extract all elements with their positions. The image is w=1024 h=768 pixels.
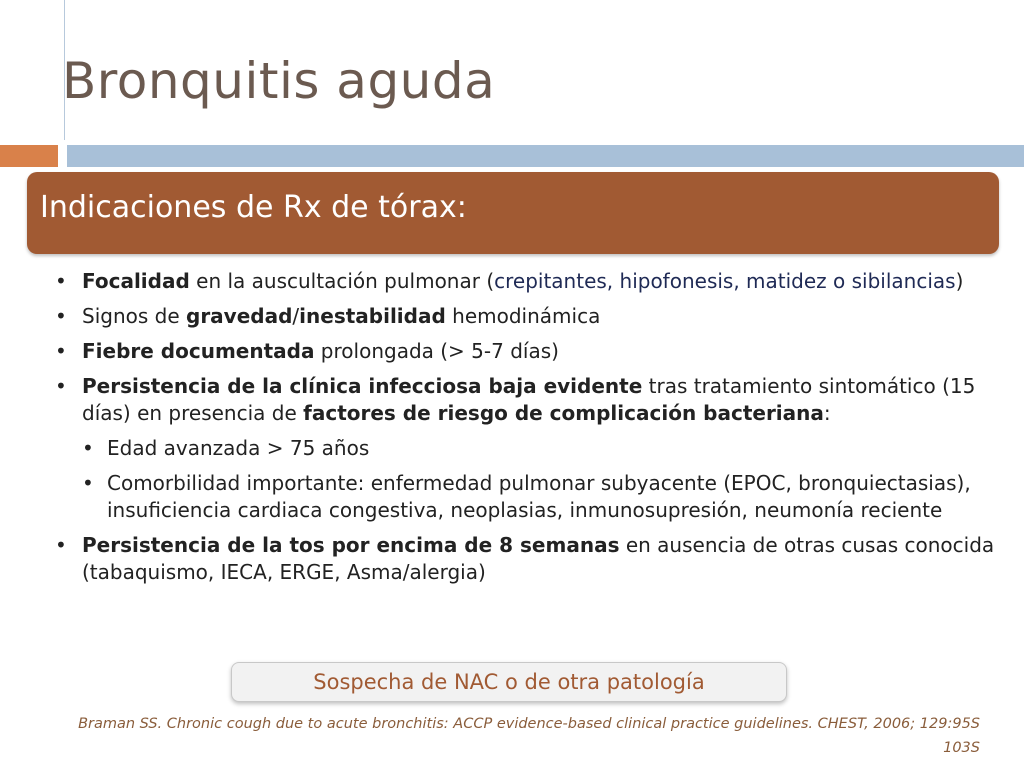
reference-citation: Braman SS. Chronic cough due to acute bronchitis: ACCP evidence-based clinical practice guidelines. CHEST, 2006; 129:95S 103S — [78, 716, 980, 756]
list-item — [55, 373, 995, 427]
item-text: Signos de — [82, 304, 186, 328]
list-item — [55, 268, 995, 295]
item-text: : — [823, 401, 831, 425]
item-bold-text: Focalidad — [82, 269, 190, 293]
callout-text: Sospecha de NAC o de otra patología — [313, 670, 705, 694]
slide-title: Bronquitis aguda — [62, 52, 496, 110]
bullet-icon: • — [55, 339, 67, 363]
item-bold-text: inestabilidad — [299, 304, 446, 328]
item-text: tras tratamiento sintomático (15 días) en presencia de — [82, 374, 976, 425]
list-item — [55, 303, 995, 330]
bullet-icon: • — [55, 304, 67, 328]
item-text: en ausencia de otras cusas conocida (tabaquismo, IECA, ERGE, Asma/alergia) — [82, 533, 995, 584]
section-header-text: Indicaciones de Rx de tórax: — [40, 190, 467, 225]
sub-item-text: Edad avanzada > 75 años — [107, 436, 370, 460]
bullet-list — [55, 268, 995, 594]
item-text: / — [292, 304, 300, 328]
list-item — [55, 532, 995, 586]
item-text: en la auscultación pulmonar ( — [189, 269, 495, 293]
callout-box — [231, 662, 787, 702]
accent-bar-blue — [67, 145, 1024, 167]
list-item — [55, 338, 995, 365]
item-bold-text: factores de riesgo de complicación bacteriana — [303, 401, 824, 425]
bullet-icon: • — [82, 436, 94, 460]
sub-item-text: Comorbilidad importante: enfermedad pulmonar subyacente (EPOC, bronquiectasias), insuficiencia cardiaca congestiva, neoplasias, inmunosupresión, neumonía reciente — [107, 471, 971, 522]
item-text: prolongada (> 5-7 días) — [314, 339, 559, 363]
sub-list-item — [55, 470, 995, 524]
bullet-icon: • — [82, 471, 94, 495]
item-bold-text: Persistencia de la tos por encima de 8 semanas — [82, 533, 620, 557]
bullet-icon: • — [55, 374, 67, 398]
item-bold-text: Persistencia de la clínica infecciosa baja evidente — [82, 374, 643, 398]
item-highlight-text: crepitantes, hipofonesis, matidez o sibilancias — [494, 269, 956, 293]
accent-bar-orange — [0, 145, 58, 167]
item-bold-text: gravedad — [186, 304, 293, 328]
bullet-icon: • — [55, 269, 67, 293]
item-text: hemodinámica — [445, 304, 601, 328]
sub-list-item — [55, 435, 995, 462]
item-text: ) — [955, 269, 964, 293]
item-bold-text: Fiebre documentada — [82, 339, 315, 363]
bullet-icon: • — [55, 533, 67, 557]
